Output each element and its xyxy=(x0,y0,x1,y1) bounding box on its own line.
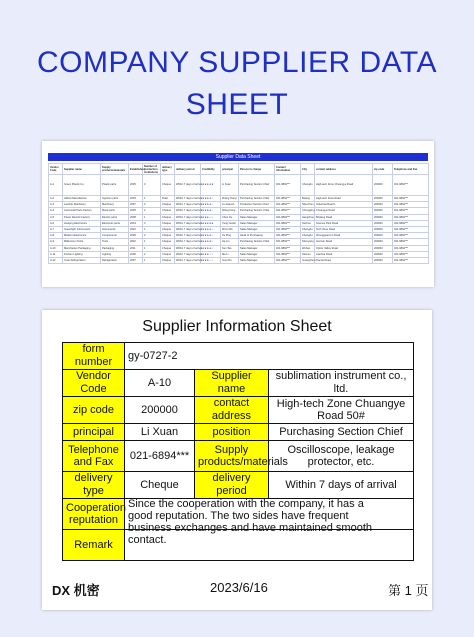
thumbnail-cell: Sales Manager xyxy=(239,251,275,257)
thumbnail-cell: 2007 xyxy=(129,202,143,208)
thumbnail-cell: 200000 xyxy=(373,251,393,257)
thumbnail-cell: A-8 xyxy=(49,233,63,239)
thumbnail-cell: 021-6894*** xyxy=(393,233,429,239)
thumbnail-cell: Cheque xyxy=(161,251,175,257)
thumbnail-cell: Sun Tao xyxy=(221,245,239,251)
thumbnail-cell: Greenlight Instruments xyxy=(63,227,101,233)
thumbnail-header-cell: contact address xyxy=(315,164,373,175)
thumbnail-cell: Tech Zone Road xyxy=(315,227,373,233)
thumbnail-header-cell: Person in charge xyxy=(239,164,275,175)
thumbnail-header-cell: Supply products/materials xyxy=(101,164,129,175)
thumbnail-cell: ★★★★☆ xyxy=(201,196,221,202)
thumbnail-header-cell: City xyxy=(301,164,315,175)
thumbnail-cell: 2 xyxy=(143,251,161,257)
thumbnail-cell: Xiamen xyxy=(301,251,315,257)
principal-value: Li Xuan xyxy=(125,424,195,441)
thumbnail-cell: Within 7 days of arrival xyxy=(176,215,203,219)
supplier-info-table xyxy=(62,342,414,561)
thumbnail-cell: 1 xyxy=(143,245,161,251)
thumbnail-cell: Electronic parts xyxy=(101,220,129,226)
thumbnail-cell: 200000 xyxy=(373,175,393,196)
remark-label: Remark xyxy=(63,530,125,561)
thumbnail-cell: Within 7 days of arrival xyxy=(176,246,203,250)
thumbnail-cell: 200000 xyxy=(373,233,393,239)
thumbnail-cell: A-5 xyxy=(49,214,63,220)
thumbnail-cell: 021-6894*** xyxy=(393,251,429,257)
thumbnail-cell: 2006 xyxy=(129,208,143,214)
thumbnail-cell: 2011 xyxy=(129,245,143,251)
thumbnail-cell: Tools xyxy=(101,239,129,245)
thumbnail-header-cell: Established xyxy=(129,164,143,175)
thumbnail-cell: Science Park Road xyxy=(315,220,373,226)
footer-confidential: DX 机密 xyxy=(52,583,100,598)
thumbnail-cell: ★★★★☆ xyxy=(201,202,221,208)
thumbnail-cell: A-10 xyxy=(49,245,63,251)
title-line-2: SHEET xyxy=(185,88,289,121)
thumbnail-cell: 2003 xyxy=(129,196,143,202)
thumbnail-cell: Metal parts xyxy=(101,208,129,214)
thumbnail-cell: High-tech Zone Road xyxy=(315,196,373,202)
thumbnail-cell: Purchasing Section Chief xyxy=(239,239,275,245)
thumbnail-cell: 021-6894*** xyxy=(393,202,429,208)
thumbnail-cell: 021-6894*** xyxy=(275,245,301,251)
thumbnail-cell: Chengdu xyxy=(302,234,313,238)
thumbnail-cell: A-4 xyxy=(49,208,63,214)
thumbnail-cell: Green Plastic Co. xyxy=(63,175,101,196)
thumbnail-cell: Instruments xyxy=(101,227,129,233)
thumbnail-cell: Zhou Min xyxy=(221,227,239,233)
thumbnail-cell: Injection parts xyxy=(101,196,129,202)
thumbnail-cell: ★★★☆☆ xyxy=(201,214,221,220)
thumbnail-cell: Abbott Manufacture xyxy=(63,196,101,202)
supply-products-label: Supply products/materials xyxy=(195,441,269,472)
thumbnail-cell: 021-6894*** xyxy=(393,227,429,233)
supply-products-value: Oscilloscope, leakage protector, etc. xyxy=(269,441,414,472)
thumbnail-cell: 2005 xyxy=(129,175,143,196)
thumbnail-cell: Optics Valley Road xyxy=(315,245,373,251)
spreadsheet-thumbnail xyxy=(42,141,434,287)
thumbnail-cell: Cheque xyxy=(161,202,175,208)
thumbnail-cell: A-6 xyxy=(49,220,63,226)
thumbnail-cell: Within 7 days of arrival xyxy=(176,234,203,238)
delivery-period-label: delivery period xyxy=(195,472,269,499)
thumbnail-cell: Power Electric Factory xyxy=(63,214,101,220)
footer-date: 2023/6/16 xyxy=(210,580,268,595)
thumbnail-cell: 021-6894*** xyxy=(393,175,429,196)
thumbnail-cell: 2 xyxy=(143,208,161,214)
thumbnail-cell: 021-6894*** xyxy=(275,196,301,202)
thumbnail-cell: 021-6894*** xyxy=(393,196,429,202)
thumbnail-cell: Shenyang xyxy=(302,240,314,244)
thumbnail-cell: Plastic parts xyxy=(101,175,129,196)
thumbnail-cell: Sales Manager xyxy=(239,258,275,264)
thumbnail-cell: Industrial Road 1 xyxy=(315,202,373,208)
thumbnail-cell: A-1 xyxy=(49,175,63,196)
thumbnail-cell: Hunnan Road xyxy=(315,239,373,245)
thumbnail-cell: 200000 xyxy=(373,245,393,251)
zip-code-label: zip code xyxy=(63,397,125,424)
thumbnail-cell: 200000 xyxy=(373,196,393,202)
thumbnail-header-cell: zip code xyxy=(373,164,393,175)
thumbnail-cell: 021-6894*** xyxy=(275,220,301,226)
thumbnail-cell: Chengdu xyxy=(301,175,315,196)
thumbnail-cell: Cheque xyxy=(161,175,175,196)
thumbnail-cell: Within 7 days of arrival xyxy=(176,259,203,263)
thumbnail-cell: 2010 xyxy=(129,227,143,233)
thumbnail-cell: 2009 xyxy=(129,233,143,239)
thumbnail-cell: 021-6894*** xyxy=(275,175,301,196)
thumbnail-cell: 2004 xyxy=(129,220,143,226)
thumbnail-cell: Beijing xyxy=(301,196,315,202)
thumbnail-cell: Within 7 days of arrival xyxy=(176,221,203,225)
thumbnail-cell: ★★★★★ xyxy=(201,175,221,196)
thumbnail-cell: ★★★☆☆ xyxy=(201,258,221,264)
thumbnail-cell: 2008 xyxy=(129,214,143,220)
cooperation-reputation-value: Since the cooperation with the company, it has a good reputation. The two sides have frequent business exchanges and have maintained smooth contact. xyxy=(128,498,372,546)
thumbnail-cell: Lighting xyxy=(101,251,129,257)
thumbnail-cell: A-7 xyxy=(49,227,63,233)
thumbnail-cell: A-11 xyxy=(49,251,63,257)
thumbnail-cell: Within 7 days of arrival xyxy=(176,197,203,200)
thumbnail-cell: 200000 xyxy=(373,258,393,264)
supplier-name-value: sublimation instrument co., ltd. xyxy=(269,370,414,397)
thumbnail-row xyxy=(49,175,429,196)
zip-code-value: 200000 xyxy=(125,397,195,424)
thumbnail-cell: 200000 xyxy=(373,202,393,208)
thumbnail-cell: Machinery xyxy=(101,202,129,208)
thumbnail-cell: Cheque xyxy=(161,245,175,251)
document-title xyxy=(0,42,474,126)
thumbnail-cell: Cheque xyxy=(161,208,175,214)
form-number-value: gy-0727-2 xyxy=(125,343,414,370)
thumbnail-cell: 021-6894*** xyxy=(275,214,301,220)
thumbnail-cell: Sales Manager xyxy=(239,245,275,251)
thumbnail-cell: ★★★★☆ xyxy=(201,208,221,214)
thumbnail-cell: Fuzhen Lighting xyxy=(63,251,101,257)
thumbnail-cell: Cheque xyxy=(161,239,175,245)
thumbnail-cell: 021-6894*** xyxy=(275,251,301,257)
thumbnail-cell: Guangzhou xyxy=(302,259,316,263)
thumbnail-cell: A-12 xyxy=(49,258,63,264)
thumbnail-cell: 021-6894*** xyxy=(275,258,301,264)
thumbnail-cell: A-9 xyxy=(49,239,63,245)
thumbnail-cell: 021-6894*** xyxy=(393,239,429,245)
thumbnail-cell: 1 xyxy=(143,196,161,202)
thumbnail-cell: ★★★★☆ xyxy=(201,245,221,251)
supplier-name-label: Supplier name xyxy=(195,370,269,397)
thumbnail-cell: Lanchip Machinery xyxy=(63,202,101,208)
thumbnail-cell: Head of Purchasing xyxy=(239,233,275,239)
thumbnail-cell: Zhang Tianyi xyxy=(222,197,237,200)
thumbnail-cell: Cheque xyxy=(161,233,175,239)
thumbnail-cell: 021-6894*** xyxy=(275,233,301,239)
thumbnail-cell: 200000 xyxy=(373,214,393,220)
thumbnail-cell: ★★★★☆ xyxy=(201,227,221,233)
thumbnail-cell: Cheque xyxy=(161,258,175,264)
thumbnail-cell: Draft xyxy=(161,196,175,202)
thumbnail-cell: Binjiang Road xyxy=(315,214,373,220)
thumbnail-cell: Purchasing Section Chief xyxy=(239,208,275,214)
thumbnail-cell: Liu Haiyan xyxy=(221,202,239,208)
thumbnail-cell: Suzhou xyxy=(301,220,315,226)
thumbnail-cell: Packaging xyxy=(101,245,129,251)
form-number-label: form number xyxy=(63,343,125,370)
thumbnail-cell: Chen Jie xyxy=(221,214,239,220)
thumbnail-cell: 021-6894*** xyxy=(393,208,429,214)
thumbnail-cell: Within 7 days of arrival xyxy=(176,252,203,256)
thumbnail-cell: 021-6894*** xyxy=(275,227,301,233)
thumbnail-cell: 1 xyxy=(143,239,161,245)
thumbnail-cell: Within 7 days of arrival xyxy=(176,209,203,213)
thumbnail-cell: Sales Manager xyxy=(239,214,275,220)
thumbnail-cell: Within 7 days of arrival xyxy=(176,240,203,244)
thumbnail-cell: ★★★☆☆ xyxy=(201,251,221,257)
thumbnail-cell: 021-6894*** xyxy=(393,220,429,226)
thumbnail-cell: 3 xyxy=(143,220,161,226)
thumbnail-cell: Wang Fang xyxy=(221,208,239,214)
thumbnail-cell: ★★★★☆ xyxy=(201,239,221,245)
thumbnail-cell: Autometal Parts Factory xyxy=(63,208,101,214)
telephone-fax-label: Telephone and Fax xyxy=(63,441,125,472)
thumbnail-header-cell: Telephone and Fax xyxy=(393,164,429,175)
thumbnail-cell: He Lin xyxy=(221,239,239,245)
thumbnail-cell: 1 xyxy=(143,258,161,264)
thumbnail-header-cell: delivery period xyxy=(175,164,201,175)
thumbnail-cell: Cheque xyxy=(161,227,175,233)
thumbnail-cell: Purchasing Section Chief xyxy=(239,196,275,202)
thumbnail-header-cell: Credibility xyxy=(201,164,221,175)
thumbnail-cell: 200000 xyxy=(373,227,393,233)
thumbnail-cell: Electric parts xyxy=(101,214,129,220)
contact-address-value: High-tech Zone Chuangye Road 50# xyxy=(269,397,414,424)
cooperation-reputation-cell xyxy=(125,498,414,546)
thumbnail-cell: Wuhan xyxy=(301,245,315,251)
vendor-code-value: A-10 xyxy=(125,370,195,397)
thumbnail-cell: Zhongguancun Road xyxy=(315,233,373,239)
thumbnail-cell: 200000 xyxy=(373,208,393,214)
thumbnail-cell: 1 xyxy=(143,227,161,233)
thumbnail-cell: 2 xyxy=(143,233,161,239)
thumbnail-cell: ★★★★★ xyxy=(201,220,221,226)
thumbnail-cell: Huaying Electronics xyxy=(63,220,101,226)
thumbnail-cell: Within 7 days of arrival xyxy=(176,203,203,207)
principal-label: principal xyxy=(63,424,125,441)
thumbnail-cell: 021-6894*** xyxy=(275,202,301,208)
thumbnail-cell: A-2 xyxy=(49,196,63,202)
card-title: Supplier Information Sheet xyxy=(142,318,332,335)
thumbnail-cell: Millennium Tools xyxy=(63,239,101,245)
position-label: position xyxy=(195,424,269,441)
thumbnail-cell: Hangzhou xyxy=(302,215,314,219)
thumbnail-header-cell: Number of production institutions xyxy=(143,164,161,175)
thumbnail-cell: Within 7 days of arrival xyxy=(176,228,203,232)
cooperation-reputation-label: Cooperation reputation xyxy=(63,499,125,530)
thumbnail-cell: 2002 xyxy=(129,239,143,245)
thumbnail-cell: 021-6894*** xyxy=(393,258,429,264)
thumbnail-cell: 3 xyxy=(143,175,161,196)
thumbnail-cell: Manchester Packaging xyxy=(63,245,101,251)
thumbnail-header-cell: Vendor Code xyxy=(49,164,63,175)
thumbnail-cell: 200000 xyxy=(373,239,393,245)
vendor-code-label: Vendor Code xyxy=(63,370,125,397)
thumbnail-cell: 021-6894*** xyxy=(275,239,301,245)
thumbnail-cell: Lianhua Road xyxy=(315,251,373,257)
footer-page-number: 第 1 页 xyxy=(388,583,429,598)
thumbnail-cell: Production Section Chief xyxy=(239,202,275,208)
delivery-type-label: delivery type xyxy=(63,472,125,499)
thumbnail-header-cell: principal xyxy=(221,164,239,175)
thumbnail-header-cell: Supplier name xyxy=(63,164,101,175)
thumbnail-cell: Refrigeration xyxy=(101,258,129,264)
thumbnail-cell: High-tech Zone Chuangye Road xyxy=(315,175,373,196)
supplier-information-card xyxy=(42,310,432,610)
thumbnail-cell: Purchasing Section Chief xyxy=(239,175,275,196)
thumbnail-cell: Ma Li xyxy=(221,251,239,257)
thumbnail-header-row xyxy=(49,164,429,175)
thumbnail-cell: Xu Ping xyxy=(221,233,239,239)
thumbnail-cell: Guo Rui xyxy=(221,258,239,264)
thumbnail-cell: Components xyxy=(101,233,129,239)
thumbnail-cell: Shenzhen xyxy=(302,203,314,207)
delivery-period-value: Within 7 days of arrival xyxy=(269,472,414,499)
thumbnail-cell: Cheque xyxy=(161,214,175,220)
contact-address-label: contact address xyxy=(195,397,269,424)
title-line-1: COMPANY SUPPLIER DATA xyxy=(36,46,438,79)
thumbnail-cell: Chongqing xyxy=(302,209,315,213)
thumbnail-cell: 021-6894*** xyxy=(393,214,429,220)
thumbnail-header-cell: Contact information xyxy=(275,164,301,175)
thumbnail-cell: Yuan Refrigeration xyxy=(63,258,101,264)
thumbnail-cell: 2006 xyxy=(129,251,143,257)
thumbnail-row xyxy=(49,258,429,264)
delivery-type-value: Cheque xyxy=(125,472,195,499)
thumbnail-cell: Chuangye Road xyxy=(315,208,373,214)
telephone-fax-value: 021-6894*** xyxy=(125,441,195,472)
thumbnail-cell: ★★★★☆ xyxy=(201,233,221,239)
thumbnail-table xyxy=(48,163,429,264)
thumbnail-banner: Supplier Data Sheet xyxy=(48,153,428,161)
thumbnail-cell: Cheque xyxy=(161,220,175,226)
thumbnail-cell: Modern Electronics xyxy=(63,233,101,239)
thumbnail-cell: Li Xuan xyxy=(221,175,239,196)
thumbnail-cell: 2 xyxy=(143,202,161,208)
thumbnail-cell: Sales Manager xyxy=(239,220,275,226)
thumbnail-cell: A-3 xyxy=(49,202,63,208)
thumbnail-cell: Chengdu xyxy=(302,228,313,232)
thumbnail-cell: Sales Manager xyxy=(239,227,275,233)
thumbnail-cell: 021-6894*** xyxy=(393,245,429,251)
position-value: Purchasing Section Chief xyxy=(269,424,414,441)
thumbnail-cell: 200000 xyxy=(373,220,393,226)
thumbnail-cell: Tianhe Road xyxy=(315,258,373,264)
thumbnail-cell: Yang Guolin xyxy=(221,220,239,226)
thumbnail-cell: 021-6894*** xyxy=(275,208,301,214)
thumbnail-cell: 2007 xyxy=(129,258,143,264)
thumbnail-cell: Within 7 days of arrival xyxy=(175,175,201,196)
thumbnail-header-cell: delivery type xyxy=(161,164,175,175)
thumbnail-cell: 1 xyxy=(143,214,161,220)
